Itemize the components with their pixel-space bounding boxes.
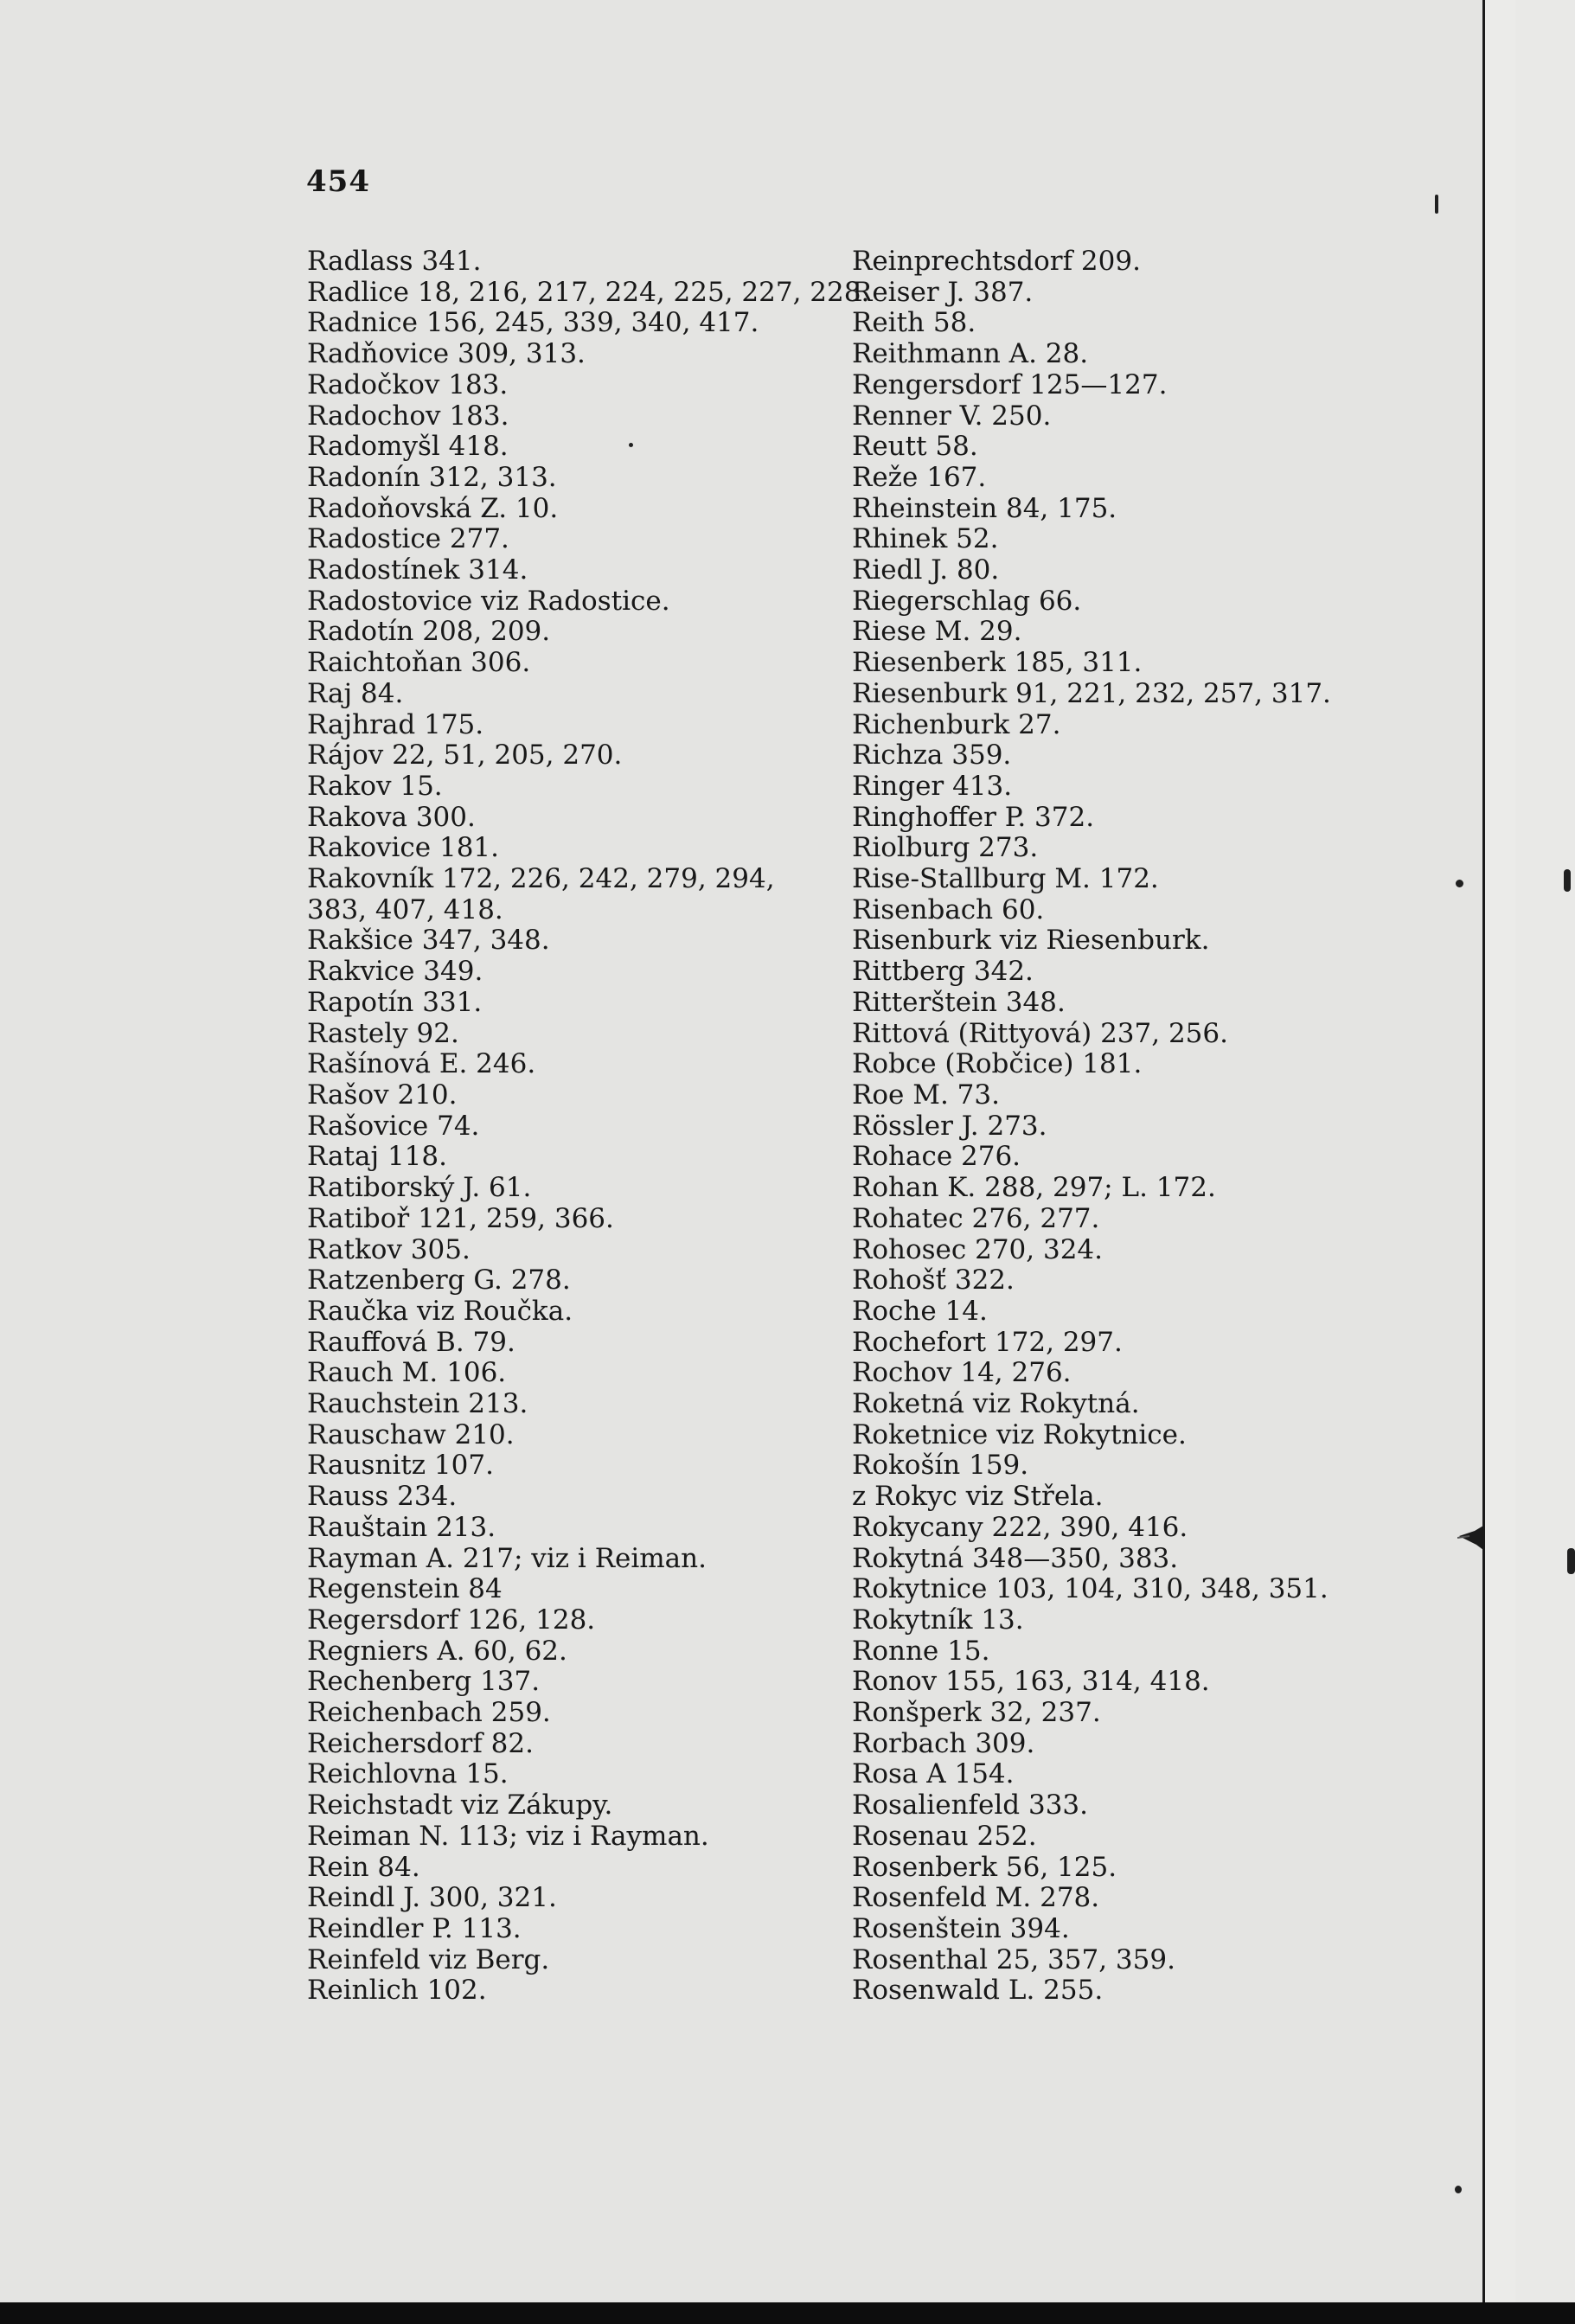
index-entry: Ronov 155, 163, 314, 418.: [852, 1666, 1210, 1698]
index-entry: Radnice 156, 245, 339, 340, 417.: [307, 307, 759, 339]
index-entry: Rajhrad 175.: [307, 708, 484, 740]
index-entry: Rosa A 154.: [852, 1758, 1015, 1790]
index-entry: Radlice 18, 216, 217, 224, 225, 227, 228.: [307, 276, 870, 308]
index-entry: Rokytnice 103, 104, 310, 348, 351.: [852, 1573, 1329, 1605]
index-entry: Reinprechtsdorf 209.: [852, 246, 1141, 277]
index-entry: Rohošť 322.: [852, 1264, 1015, 1296]
index-entry: Rastely 92.: [307, 1017, 459, 1049]
index-entry: Riese M. 29.: [852, 616, 1022, 648]
dust-speck: [1455, 2186, 1462, 2193]
index-entry: Rayman A. 217; viz i Reiman.: [307, 1542, 707, 1574]
index-entry: Richza 359.: [852, 739, 1012, 771]
index-entry: Radochov 183.: [307, 400, 509, 432]
index-entry: Reichstadt viz Zákupy.: [307, 1789, 613, 1821]
index-entry: Reichenbach 259.: [307, 1697, 551, 1729]
index-entry: Ringhoffer P. 372.: [852, 801, 1095, 833]
index-entry: Rechenberg 137.: [307, 1666, 541, 1698]
index-entry: Ratiborský J. 61.: [307, 1172, 532, 1204]
index-entry: Rhinek 52.: [852, 523, 999, 555]
dust-speck: [1564, 869, 1571, 892]
index-entry: Ronšperk 32, 237.: [852, 1697, 1101, 1729]
index-entry: Reith 58.: [852, 307, 976, 339]
index-entry: Rašovice 74.: [307, 1110, 480, 1142]
index-entry: Rausnitz 107.: [307, 1450, 494, 1482]
index-entry: Ratiboř 121, 259, 366.: [307, 1202, 614, 1234]
index-column-right: [852, 246, 1405, 2007]
index-entry: z Rokyc viz Střela.: [852, 1481, 1104, 1513]
index-entry: Reutt 58.: [852, 431, 978, 463]
index-entry: Radočkov 183.: [307, 368, 509, 400]
index-entry: Radostínek 314.: [307, 554, 528, 586]
index-entry: Robce (Robčice) 181.: [852, 1048, 1143, 1080]
index-entry: Rochefort 172, 297.: [852, 1326, 1123, 1358]
index-entry: Radoňovská Z. 10.: [307, 492, 559, 524]
index-entry: Riedl J. 80.: [852, 554, 1000, 586]
index-entry: Rataj 118.: [307, 1141, 447, 1173]
index-entry: Risenburk viz Riesenburk.: [852, 925, 1210, 957]
index-entry: Regersdorf 126, 128.: [307, 1604, 596, 1636]
index-entry: Rengersdorf 125—127.: [852, 368, 1168, 400]
index-entry: Rauch M. 106.: [307, 1357, 507, 1389]
index-entry: Radotín 208, 209.: [307, 616, 551, 648]
index-entry: Radostovice viz Radostice.: [307, 585, 670, 617]
index-entry: Rakvice 349.: [307, 956, 483, 988]
index-entry: Reindl J. 300, 321.: [307, 1882, 557, 1914]
index-entry: Ringer 413.: [852, 770, 1013, 802]
index-entry: Radomyšl 418.: [307, 431, 509, 463]
index-entry: Roche 14.: [852, 1295, 988, 1327]
index-entry: Regenstein 84: [307, 1573, 503, 1605]
index-entry: Reiman N. 113; viz i Rayman.: [307, 1820, 709, 1852]
index-entry: Rosenberk 56, 125.: [852, 1851, 1117, 1883]
dust-speck: [1435, 195, 1438, 214]
index-entry: Rössler J. 273.: [852, 1110, 1047, 1142]
index-entry: Rakov 15.: [307, 770, 443, 802]
index-entry: Radňovice 309, 313.: [307, 338, 586, 370]
index-entry: Rohosec 270, 324.: [852, 1233, 1104, 1265]
index-entry: Radonín 312, 313.: [307, 461, 557, 493]
index-entry: Ratkov 305.: [307, 1233, 471, 1265]
index-entry: Rakovice 181.: [307, 832, 499, 864]
index-entry: Rakovník 172, 226, 242, 279, 294,: [307, 863, 775, 895]
index-entry: Radostice 277.: [307, 523, 509, 555]
index-entry: Rokošín 159.: [852, 1450, 1029, 1482]
index-entry: Rittová (Rittyová) 237, 256.: [852, 1017, 1228, 1049]
index-entry: Richenburk 27.: [852, 708, 1061, 740]
index-entry: Rokytník 13.: [852, 1604, 1024, 1636]
index-entry: Rochov 14, 276.: [852, 1357, 1072, 1389]
page-number: 454: [306, 164, 370, 199]
index-entry: Riolburg 273.: [852, 832, 1039, 864]
index-entry: Rohan K. 288, 297; L. 172.: [852, 1172, 1216, 1204]
index-entry: Rosenthal 25, 357, 359.: [852, 1943, 1175, 1975]
index-entry: Roe M. 73.: [852, 1079, 1000, 1111]
index-column-left: [307, 246, 870, 2007]
dust-speck: [1567, 1548, 1575, 1574]
page-edge: [1482, 0, 1516, 2302]
index-entry: Regniers A. 60, 62.: [307, 1635, 567, 1667]
index-entry: Rauštain 213.: [307, 1511, 496, 1543]
index-entry: Rapotín 331.: [307, 986, 483, 1018]
index-entry: Riesenburk 91, 221, 232, 257, 317.: [852, 677, 1331, 709]
index-entry: Rašov 210.: [307, 1079, 458, 1111]
index-entry: Rakšice 347, 348.: [307, 925, 550, 957]
index-entry: Rosalienfeld 333.: [852, 1789, 1088, 1821]
index-entry: Reže 167.: [852, 461, 987, 493]
index-entry: Rosenfeld M. 278.: [852, 1882, 1100, 1914]
index-entry: Reithmann A. 28.: [852, 338, 1089, 370]
index-entry: Renner V. 250.: [852, 400, 1052, 432]
index-entry: Roketnice viz Rokytnice.: [852, 1418, 1187, 1450]
index-entry: Ratzenberg G. 278.: [307, 1264, 571, 1296]
index-entry: Rorbach 309.: [852, 1727, 1035, 1759]
index-entry: Reinlich 102.: [307, 1975, 487, 2007]
index-entry: Reindler P. 113.: [307, 1912, 522, 1944]
dust-speck: [1456, 880, 1463, 887]
index-entry: Riegerschlag 66.: [852, 585, 1082, 617]
index-entry: Rosenwald L. 255.: [852, 1975, 1104, 2007]
index-entry: Rein 84.: [307, 1851, 420, 1883]
scan-margin-right: [1515, 0, 1575, 2324]
index-entry: Rokycany 222, 390, 416.: [852, 1511, 1188, 1543]
index-entry: Roketná viz Rokytná.: [852, 1388, 1140, 1420]
index-entry: Rašínová E. 246.: [307, 1048, 536, 1080]
index-entry: Rauffová B. 79.: [307, 1326, 515, 1358]
index-entry: Raučka viz Roučka.: [307, 1295, 573, 1327]
index-entry: Rauss 234.: [307, 1481, 458, 1513]
index-entry: Reichlovna 15.: [307, 1758, 509, 1790]
index-entry: Rittberg 342.: [852, 956, 1034, 988]
index-entry: Raj 84.: [307, 677, 404, 709]
index-entry: Ronne 15.: [852, 1635, 990, 1667]
index-entry: Rise-Stallburg M. 172.: [852, 863, 1159, 895]
index-entry: Reinfeld viz Berg.: [307, 1943, 550, 1975]
index-entry: Rakova 300.: [307, 801, 476, 833]
index-entry: Rokytná 348—350, 383.: [852, 1542, 1179, 1574]
index-entry: Rauchstein 213.: [307, 1388, 528, 1420]
index-entry: Raichtoňan 306.: [307, 647, 531, 679]
index-entry: Ritterštein 348.: [852, 986, 1066, 1018]
index-entry: Riesenberk 185, 311.: [852, 647, 1143, 679]
index-entry: Rosenštein 394.: [852, 1912, 1070, 1944]
index-entry: Risenbach 60.: [852, 893, 1045, 925]
index-entry: Rosenau 252.: [852, 1820, 1037, 1852]
scan-margin-bottom: [0, 2302, 1575, 2324]
index-entry: Reiser J. 387.: [852, 276, 1034, 308]
index-entry: Reichersdorf 82.: [307, 1727, 534, 1759]
dust-speck: [629, 443, 633, 447]
index-entry: Rohace 276.: [852, 1141, 1021, 1173]
index-entry: 383, 407, 418.: [307, 893, 503, 925]
index-entry: Rájov 22, 51, 205, 270.: [307, 739, 623, 771]
index-entry: Rohatec 276, 277.: [852, 1202, 1100, 1234]
index-entry: Rauschaw 210.: [307, 1418, 515, 1450]
index-entry: Radlass 341.: [307, 246, 482, 277]
index-entry: Rheinstein 84, 175.: [852, 492, 1117, 524]
